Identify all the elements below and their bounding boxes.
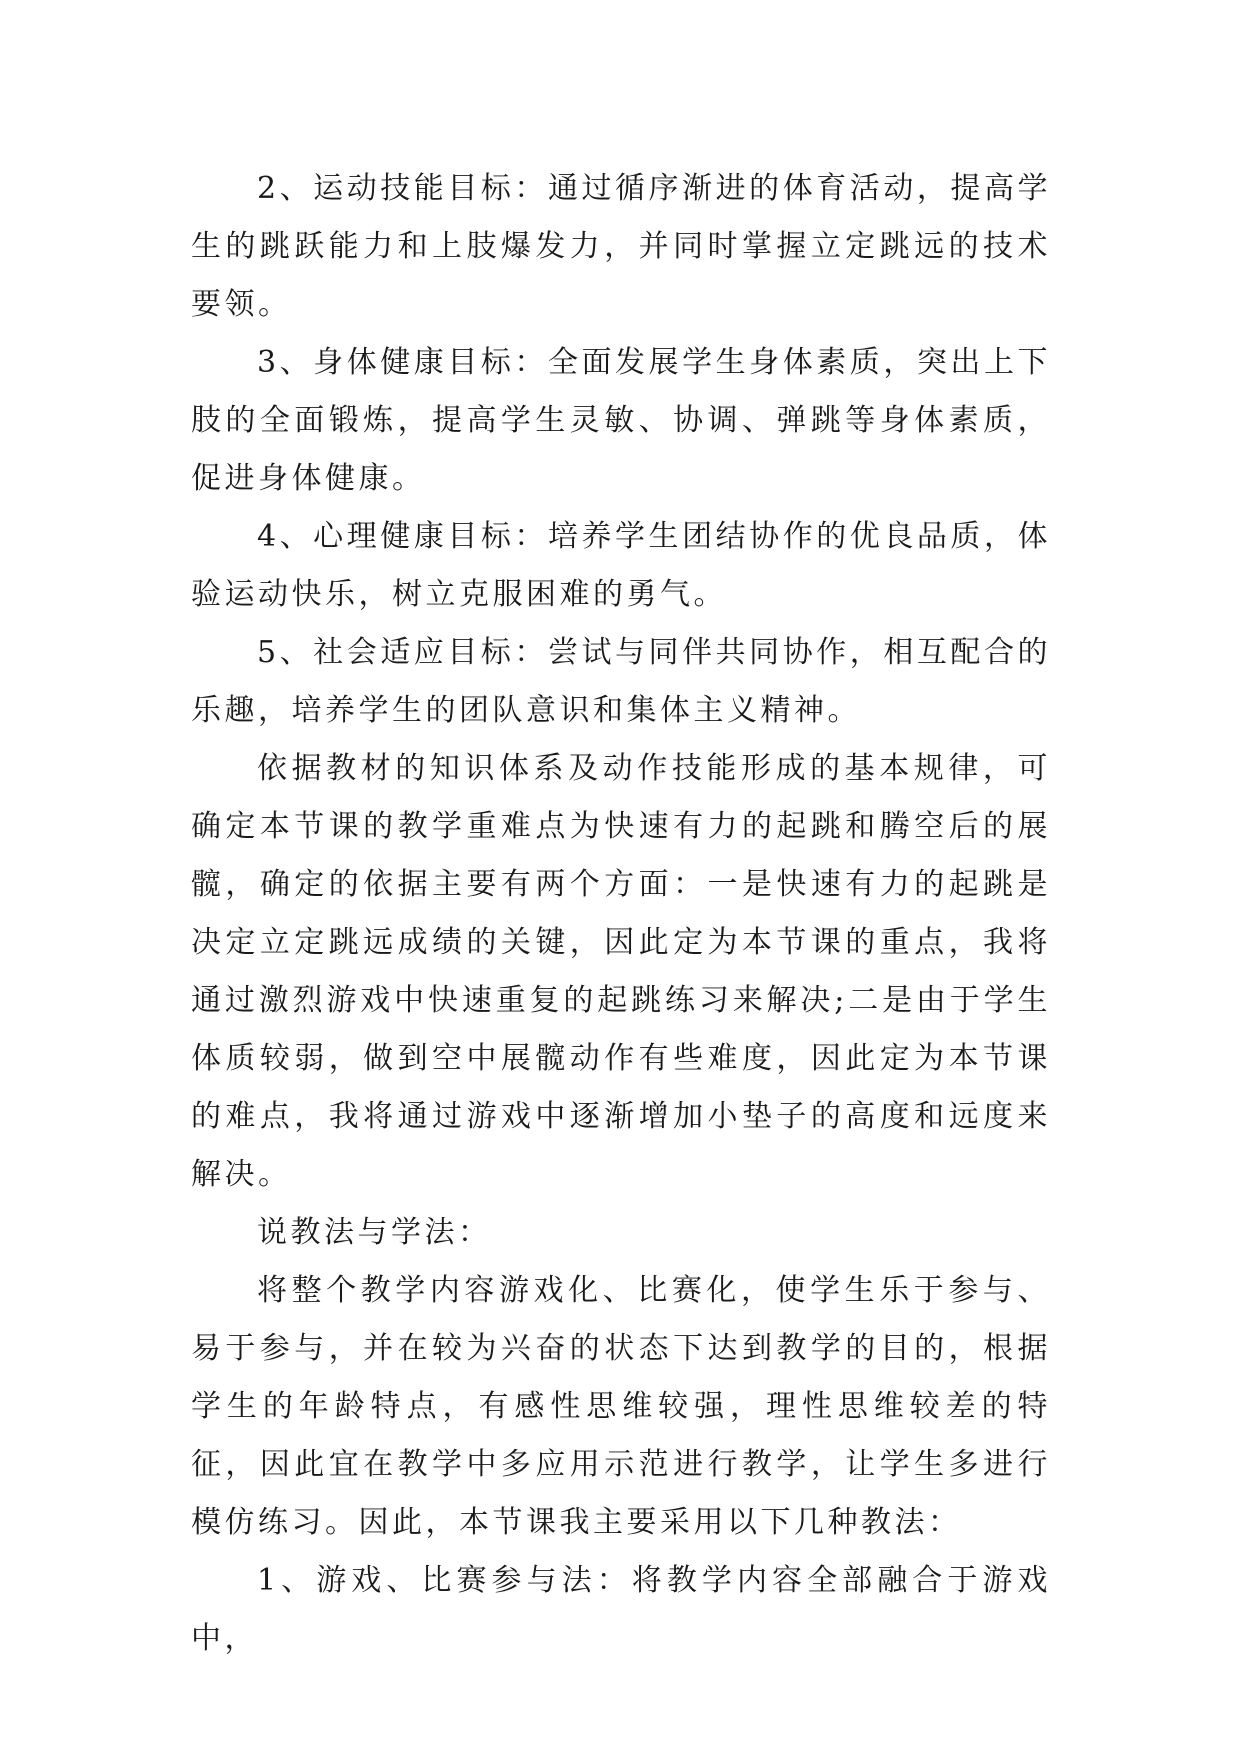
paragraph-method-1: 1、游戏、比赛参与法：将教学内容全部融合于游戏中，	[191, 1563, 1051, 1656]
section-heading-methods: 说教法与学法：	[257, 1215, 492, 1250]
paragraph-skill-goal: 2、运动技能目标：通过循序渐进的体育活动，提高学生的跳跃能力和上肢爆发力，并同时掌握立定跳远的技术要领。	[191, 171, 1051, 322]
paragraph-health-goal: 3、身体健康目标：全面发展学生身体素质，突出上下肢的全面锻炼，提高学生灵敏、协调、弹跳等身体素质，促进身体健康。	[191, 345, 1051, 496]
document-body	[191, 160, 1051, 1668]
paragraph-mental-goal: 4、心理健康目标：培养学生团结协作的优良品质，体验运动快乐，树立克服困难的勇气。	[191, 519, 1051, 612]
paragraph-key-points: 依据教材的知识体系及动作技能形成的基本规律，可确定本节课的教学重难点为快速有力的起跳和腾空后的展髋，确定的依据主要有两个方面：一是快速有力的起跳是决定立定跳远成绩的关键，因此定为本节课的重点，我将通过激烈游戏中快速重复的起跳练习来解决;二是由于学生体质较弱，做到空中展髋动作有些难度，因此定为本节课的难点，我将通过游戏中逐渐增加小垫子的高度和远度来解决。	[191, 751, 1051, 1192]
paragraph-methods: 将整个教学内容游戏化、比赛化，使学生乐于参与、易于参与，并在较为兴奋的状态下达到教学的目的，根据学生的年龄特点，有感性思维较强，理性思维较差的特征，因此宜在教学中多应用示范进行教学，让学生多进行模仿练习。因此，本节课我主要采用以下几种教法：	[191, 1273, 1051, 1540]
paragraph-social-goal: 5、社会适应目标：尝试与同伴共同协作，相互配合的乐趣，培养学生的团队意识和集体主义精神。	[191, 635, 1051, 728]
